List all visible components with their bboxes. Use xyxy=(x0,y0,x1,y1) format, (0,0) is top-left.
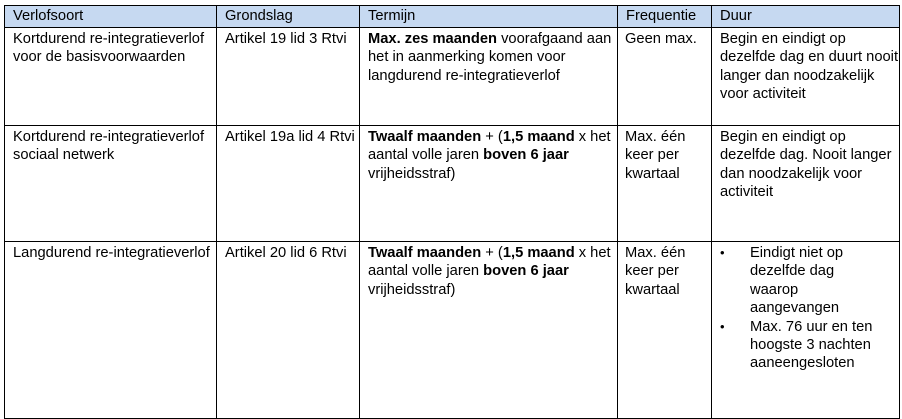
termijn-text: + ( xyxy=(481,245,503,261)
header-frequentie: Frequentie xyxy=(618,6,712,28)
cell-termijn xyxy=(360,28,618,126)
cell-frequentie: Max. één keer per kwartaal xyxy=(618,242,712,419)
termijn-bold: Twaalf maanden xyxy=(368,245,482,261)
list-item xyxy=(712,244,899,318)
bullet-icon: • xyxy=(720,245,725,260)
termijn-bold: Twaalf maanden xyxy=(368,129,482,145)
termijn-bold: 1,5 maand xyxy=(502,245,575,261)
cell-verlofsoort: Kortdurend re-integratieverlof voor de basisvoorwaarden xyxy=(5,28,217,126)
termijn-text: x het aantal volle jaren xyxy=(368,245,611,280)
bullet-icon: • xyxy=(720,318,725,334)
header-verlofsoort: Verlofsoort xyxy=(5,6,217,28)
header-row xyxy=(5,6,900,28)
table-header xyxy=(5,6,900,28)
cell-termijn xyxy=(360,242,618,419)
reintegration-leave-table xyxy=(4,5,900,419)
termijn-bold: 1,5 maand xyxy=(502,129,575,145)
termijn-text: + ( xyxy=(481,129,503,145)
cell-grondslag: Artikel 19 lid 3 Rtvi xyxy=(217,28,360,126)
termijn-bold: Max. zes maanden xyxy=(368,31,497,47)
cell-frequentie: Geen max. xyxy=(618,28,712,126)
cell-duur: Begin en eindigt op dezelfde dag. Nooit langer dan noodzakelijk voor activiteit xyxy=(712,126,900,242)
cell-duur: Begin en eindigt op dezelfde dag en duurt nooit langer dan noodzakelijk voor activiteit xyxy=(712,28,900,126)
cell-verlofsoort: Kortdurend re-integratieverlof sociaal netwerk xyxy=(5,126,217,242)
cell-termijn xyxy=(360,126,618,242)
cell-grondslag: Artikel 20 lid 6 Rtvi xyxy=(217,242,360,419)
header-grondslag: Grondslag xyxy=(217,6,360,28)
duur-bullet-list xyxy=(712,244,899,373)
termijn-bold: boven 6 jaar xyxy=(483,147,569,164)
header-termijn: Termijn xyxy=(360,6,618,28)
header-duur: Duur xyxy=(712,6,900,28)
termijn-text: vrijheidsstraf) xyxy=(368,281,456,298)
termijn-text: vrijheidsstraf) xyxy=(368,165,456,182)
termijn-text: voorafgaand aan het in aanmerking komen voor langdurend re-integratieverlof xyxy=(368,31,612,84)
termijn-text: x het aantal volle jaren xyxy=(368,129,611,164)
table-row xyxy=(5,28,900,126)
table-row xyxy=(5,242,900,419)
list-item-text: Eindigt niet op dezelfde dag waarop aangevangen xyxy=(750,245,844,317)
cell-verlofsoort: Langdurend re-integratieverlof xyxy=(5,242,217,419)
table-body xyxy=(5,28,900,419)
cell-duur xyxy=(712,242,900,419)
cell-grondslag: Artikel 19a lid 4 Rtvi xyxy=(217,126,360,242)
list-item xyxy=(712,318,899,373)
table-row xyxy=(5,126,900,242)
list-item-text: Max. 76 uur en ten hoogste 3 nachten aaneengesloten xyxy=(750,318,873,372)
termijn-bold: boven 6 jaar xyxy=(483,263,569,280)
cell-frequentie: Max. één keer per kwartaal xyxy=(618,126,712,242)
